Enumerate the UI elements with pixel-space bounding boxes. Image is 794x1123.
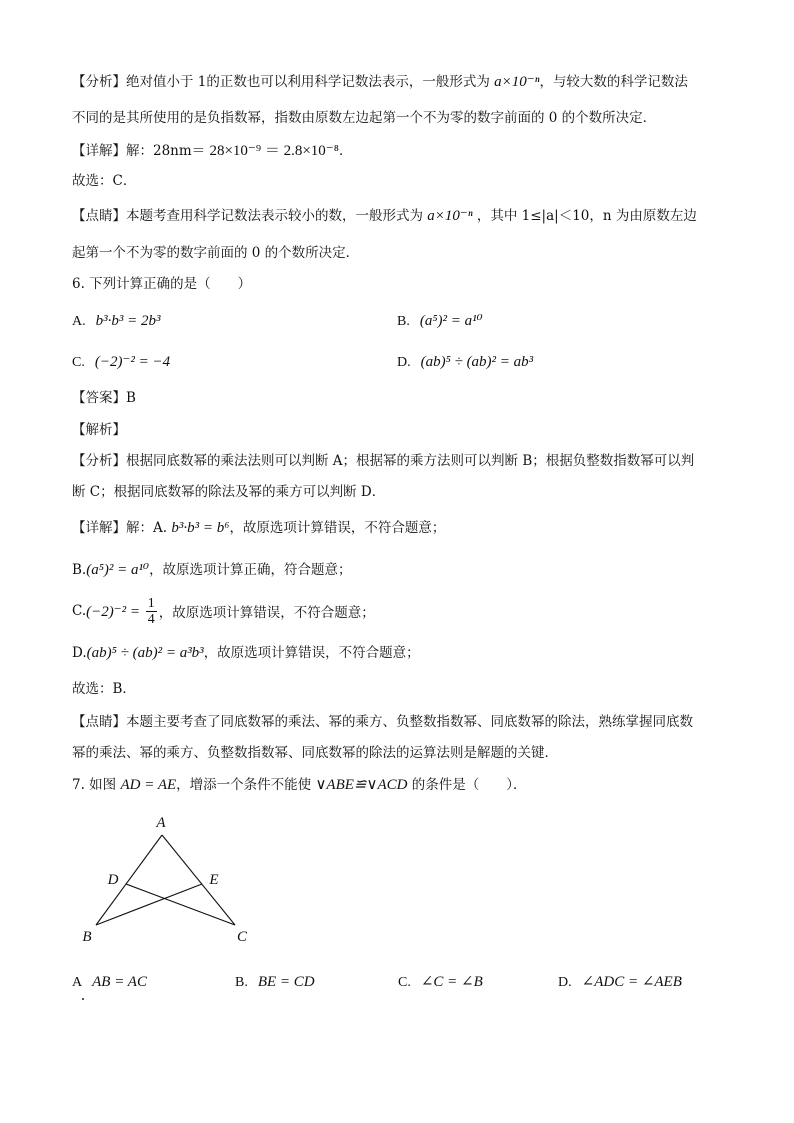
q7-stem [72, 776, 527, 794]
q7-option-d-expr: ∠ADC = ∠AEB [581, 974, 682, 990]
point-label-e: E [209, 872, 219, 888]
segment-eb [96, 884, 202, 925]
q5-analysis-text-end: ，与较大数的科学记数法 [539, 74, 688, 90]
q6-comment-line-1: 【点睛】本题主要考查了同底数幂的乘法、幂的乘方、负整数指数幂、同底数幂的除法，熟练掌握同底数 [72, 714, 693, 730]
q6-detail-b-prefix: B. [72, 562, 87, 578]
q6-detail-a-expr: b³·b³ = b⁶ [171, 520, 230, 536]
q6-analysis-line-2: 断 C；根据同底数幂的除法及幂的乘方可以判断 D． [72, 484, 386, 500]
fraction-numerator: 1 [147, 595, 155, 611]
q6-detail-d-prefix: D. [72, 645, 87, 661]
q5-comment-text: 【点睛】本题考查用科学记数法表示较小的数，一般形式为 [72, 208, 428, 224]
q6-option-a-expr: b³·b³ = 2b³ [95, 313, 161, 329]
q6-option-c [72, 352, 170, 373]
q6-option-b [397, 311, 483, 332]
q6-detail-c-verdict: ，故原选项计算错误，不符合题意； [158, 605, 375, 621]
q7-option-c-expr: ∠C = ∠B [420, 974, 483, 990]
q7-option-c-label: C. [398, 975, 411, 990]
q7-stem-condition: AD = AE [120, 777, 177, 793]
q5-detail-text: 【详解】解：28nm＝ [72, 143, 210, 159]
stray-dot [82, 998, 84, 1000]
q7-option-c [398, 972, 483, 993]
q6-option-a [72, 311, 161, 332]
q7-stem-prefix: 7. 如图 [72, 777, 121, 793]
q5-analysis-formula: a×10⁻ⁿ [494, 74, 540, 90]
q7-option-d-label: D. [558, 975, 572, 990]
q6-detail-a [72, 519, 445, 537]
point-label-a: A [156, 815, 166, 831]
q7-option-a [72, 972, 147, 993]
q6-option-a-label: A. [72, 314, 86, 329]
q6-detail-a-verdict: ，故原选项计算错误，不符合题意； [229, 520, 446, 536]
segment-ab [96, 835, 162, 925]
q6-answer: 【答案】B [72, 390, 136, 406]
fraction-denominator: 4 [147, 611, 155, 627]
q6-detail-b-expr: (a⁵)² = a¹⁰ [86, 562, 150, 578]
q5-detail-formula: 28×10⁻⁹ ＝ 2.8×10⁻⁸ [209, 143, 339, 159]
q6-detail-a-prefix: 【详解】解：A. [72, 520, 172, 536]
q6-option-d-expr: (ab)⁵ ÷ (ab)² = ab³ [420, 354, 534, 370]
point-label-b: B [82, 929, 92, 945]
q5-analysis-text: 【分析】绝对值小于 1的正数也可以利用科学记数法表示，一般形式为 [72, 74, 495, 90]
q6-stem: 6. 下列计算正确的是（ ） [72, 276, 252, 292]
q5-comment-formula: a×10⁻ⁿ [427, 208, 473, 224]
q6-option-d [397, 352, 533, 373]
q5-choice: 故选：C． [72, 173, 137, 189]
q5-analysis-line-2: 不同的是其所使用的是负指数幂，指数由原数左边起第一个不为零的数字前面的 0 的个数所决定． [72, 110, 657, 126]
triangle-figure [70, 805, 270, 950]
q5-analysis-line-1 [72, 73, 688, 91]
q6-option-b-label: B. [397, 314, 410, 329]
fraction [146, 596, 157, 627]
point-label-d: D [107, 872, 119, 888]
q5-comment-text-end: ，其中 1≤|a|＜10，n 为由原数左边 [472, 208, 697, 224]
q6-detail-b-verdict: ，故原选项计算正确，符合题意； [149, 562, 352, 578]
q6-detail-d [72, 644, 420, 662]
q6-detail-d-verdict: ，故原选项计算错误，不符合题意； [203, 645, 420, 661]
q7-option-d [558, 972, 682, 993]
q6-detail-c-prefix: C. [72, 603, 87, 619]
q5-comment-line-2: 起第一个不为零的数字前面的 0 的个数所决定． [72, 245, 360, 261]
q6-detail-c-expr: (−2)⁻² = [86, 603, 144, 620]
q6-option-d-label: D. [397, 355, 411, 370]
q6-analysis-line-1: 【分析】根据同底数幂的乘法法则可以判断 A；根据幂的乘方法则可以判断 B；根据负整数指数幂可以判 [72, 453, 695, 469]
q6-option-b-expr: (a⁵)² = a¹⁰ [419, 313, 483, 329]
q7-option-b-label: B. [235, 975, 248, 990]
q5-comment-line-1 [72, 207, 697, 225]
q5-detail-line [72, 142, 352, 160]
q5-detail-period: ． [338, 143, 353, 159]
q7-stem-suffix: 的条件是（ ）． [407, 777, 527, 793]
q7-option-a-label: A [72, 975, 83, 990]
q6-detail-d-expr: (ab)⁵ ÷ (ab)² = a³b³ [86, 645, 204, 661]
q7-stem-middle: ，增添一个条件不能使 [176, 777, 316, 793]
q6-detail-b [72, 561, 352, 579]
q7-stem-congruence: ∨ABE≌∨ACD [315, 777, 408, 793]
q6-explanation-heading: 【解析】 [72, 422, 126, 438]
q6-option-c-label: C. [72, 355, 85, 370]
q6-option-c-expr: (−2)⁻² = −4 [94, 354, 171, 370]
q6-detail-c [72, 594, 375, 628]
q7-option-b-expr: BE = CD [257, 974, 315, 990]
q6-choice: 故选：B． [72, 681, 136, 697]
q7-option-b [235, 972, 315, 993]
q6-comment-line-2: 幂的乘法、幂的乘方、负整数指数幂、同底数幂的除法的运算法则是解题的关键． [72, 745, 558, 761]
point-label-c: C [236, 929, 248, 945]
q7-option-a-expr: AB = AC [92, 974, 147, 990]
